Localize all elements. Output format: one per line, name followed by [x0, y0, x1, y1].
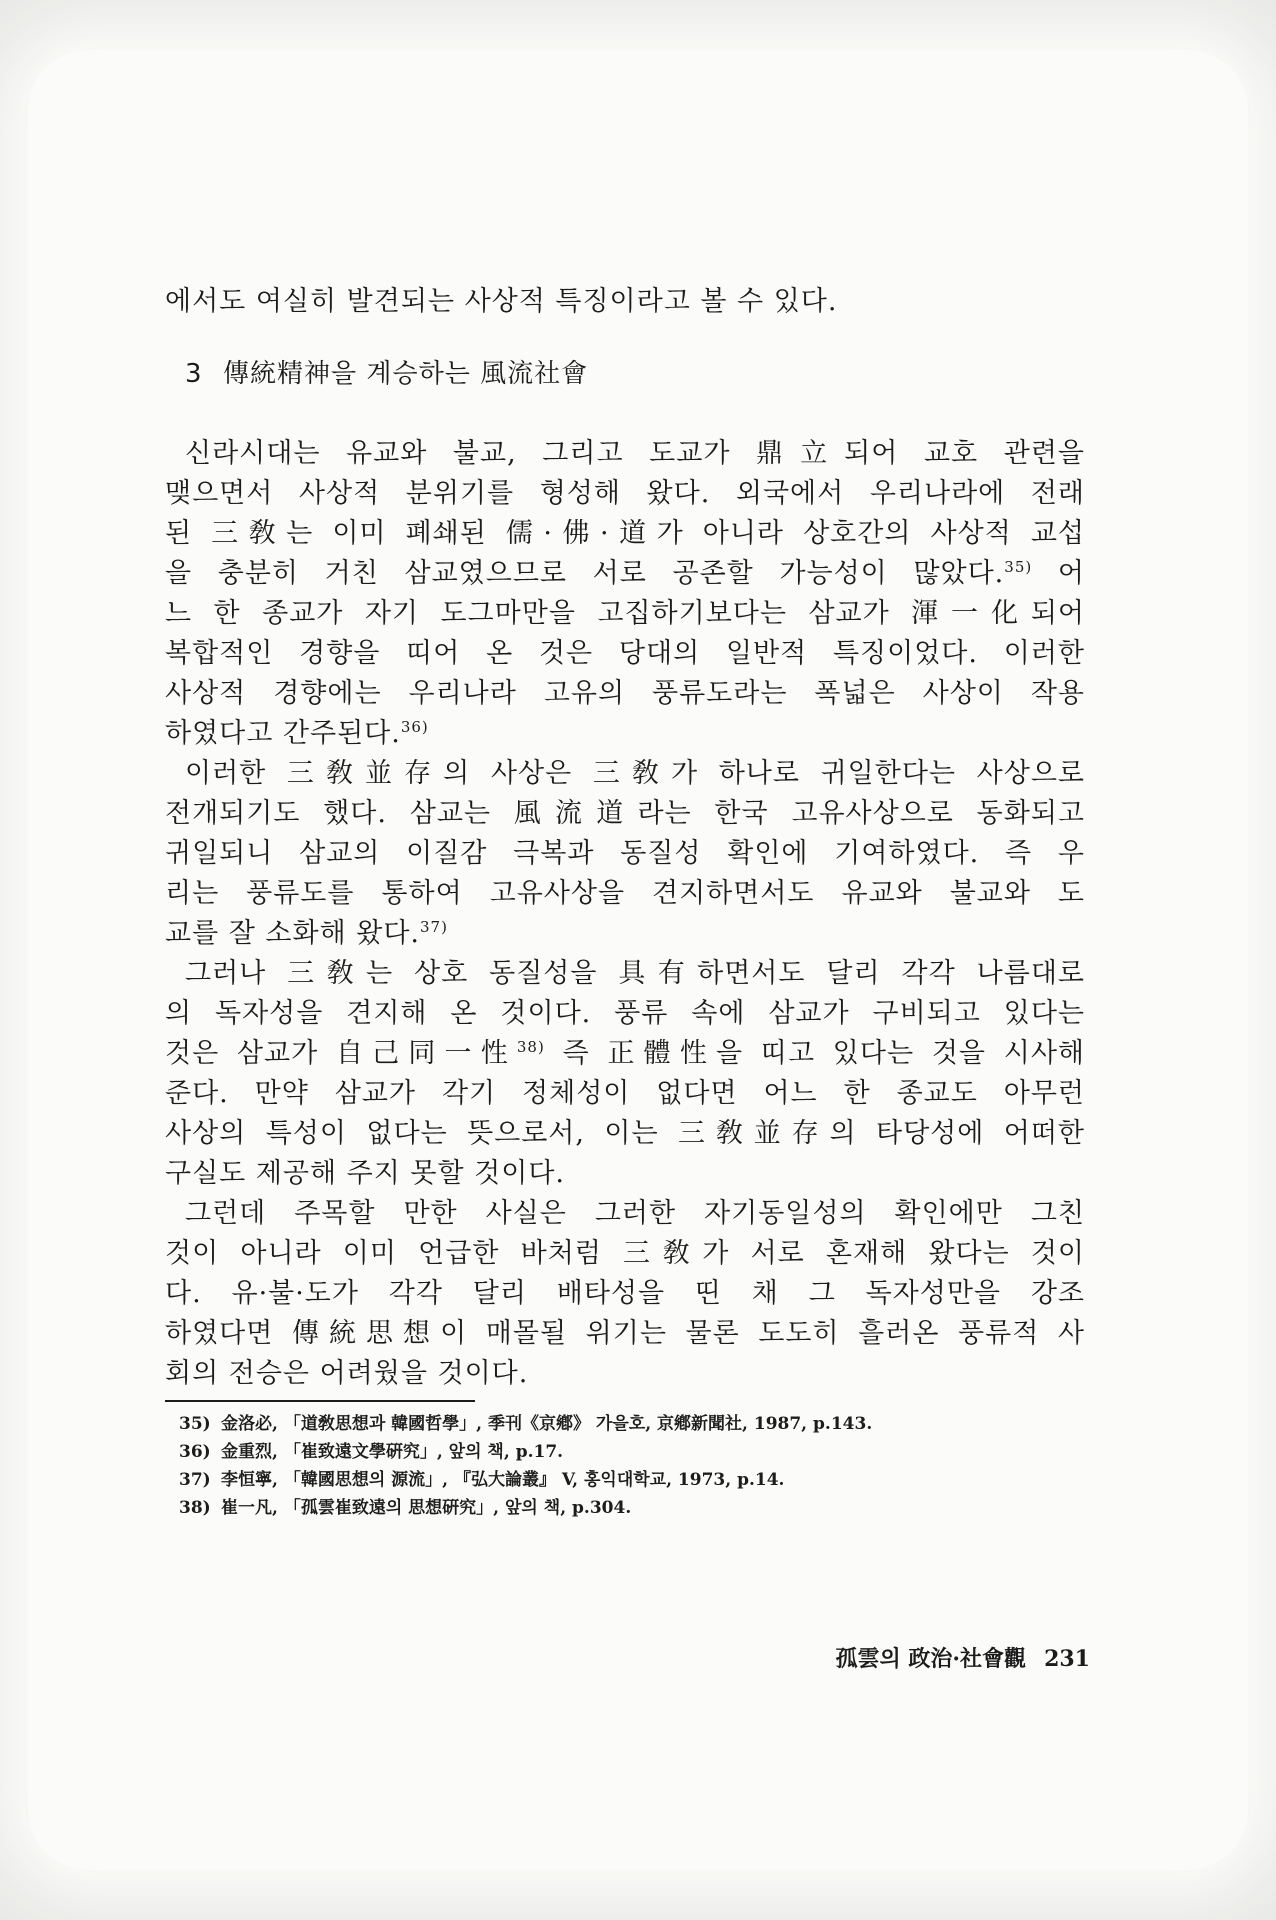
text-line: 하였다면 傳統思想이 매몰될 위기는 물론 도도히 흘러온 풍류적 사	[165, 1318, 1085, 1349]
footnote-text: 崔一凡, 「孤雲崔致遠의 思想硏究」, 앞의 책, p.304.	[221, 1498, 632, 1518]
footnote-ref: 38)	[516, 1038, 545, 1056]
footnote-text: 李恒寧, 「韓國思想의 源流」, 『弘大論叢』 V, 홍익대학교, 1973, p.14.	[221, 1470, 785, 1490]
footnote-ref: 37)	[420, 918, 448, 936]
footnote-number: 38)	[179, 1498, 211, 1518]
text-line	[165, 914, 1085, 954]
text-line: 다. 유·불·도가 각각 달리 배타성을 띤 채 그 독자성만을 강조	[165, 1278, 1085, 1309]
footnote-text: 金重烈, 「崔致遠文學硏究」, 앞의 책, p.17.	[221, 1442, 564, 1462]
footnotes	[165, 1410, 1085, 1522]
text-line: 된 三敎는 이미 폐쇄된 儒·佛·道가 아니라 상호간의 사상적 교섭	[165, 518, 1085, 549]
footnote-number: 37)	[179, 1470, 211, 1490]
text-segment: 것은 삼교가 自己同一性	[165, 1038, 517, 1069]
section-heading	[185, 354, 1085, 394]
text-line: 사상의 특성이 없다는 뜻으로서, 이는 三敎並存의 타당성에 어떠한	[165, 1118, 1085, 1149]
page-body	[165, 282, 1085, 1522]
text-line: 귀일되니 삼교의 이질감 극복과 동질성 확인에 기여하였다. 즉 우	[165, 838, 1085, 869]
text-segment: 즉 正體性을 띠고 있다는 것을 시사해	[544, 1038, 1085, 1069]
text-line: 준다. 만약 삼교가 각기 정체성이 없다면 어느 한 종교도 아무런	[165, 1078, 1085, 1109]
continued-line: 에서도 여실히 발견되는 사상적 특징이라고 볼 수 있다.	[165, 286, 838, 317]
footnote-text: 金洛必, 「道敎思想과 韓國哲學」, 季刊《京鄕》 가을호, 京鄕新聞社, 1987, p.143.	[221, 1414, 873, 1434]
footnote	[165, 1410, 1085, 1438]
text-line	[165, 1034, 1085, 1074]
paragraph-1	[165, 434, 1085, 754]
text-line: 것이 아니라 이미 언급한 바처럼 三敎가 서로 혼재해 왔다는 것이	[165, 1238, 1085, 1269]
text-line: 그러나 三敎는 상호 동질성을 具有하면서도 달리 각각 나름대로	[185, 958, 1085, 989]
text-line: 신라시대는 유교와 불교, 그리고 도교가 鼎立되어 교호 관련을	[185, 438, 1085, 469]
page-footer	[750, 1642, 1090, 1673]
running-title: 孤雲의 政治·社會觀	[835, 1646, 1027, 1672]
text-line: 리는 풍류도를 통하여 고유사상을 견지하면서도 유교와 불교와 도	[165, 878, 1085, 909]
paragraph-2	[165, 754, 1085, 954]
text-line	[165, 554, 1085, 594]
text-segment: 교를 잘 소화해 왔다.	[165, 918, 420, 949]
text-line: 전개되기도 했다. 삼교는 風流道라는 한국 고유사상으로 동화되고	[165, 798, 1085, 829]
footnote-number: 35)	[179, 1414, 211, 1434]
text-line: 그런데 주목할 만한 사실은 그러한 자기동일성의 확인에만 그친	[185, 1198, 1085, 1229]
text-line: 느 한 종교가 자기 도그마만을 고집하기보다는 삼교가 渾一化되어	[165, 598, 1085, 629]
text-line: 이러한 三敎並存의 사상은 三敎가 하나로 귀일한다는 사상으로	[185, 758, 1085, 789]
text-line	[165, 714, 1085, 754]
text-segment: 어	[1032, 558, 1085, 589]
footnote-divider	[165, 1400, 475, 1402]
paragraph-4	[165, 1194, 1085, 1394]
footnote	[165, 1438, 1085, 1466]
footnote	[165, 1466, 1085, 1494]
text-segment: 을 충분히 거친 삼교였으므로 서로 공존할 가능성이 많았다.	[165, 558, 1005, 589]
page-number: 231	[1044, 1646, 1090, 1672]
footnote-number: 36)	[179, 1442, 211, 1462]
paragraph-3	[165, 954, 1085, 1194]
text-segment: 하였다고 간주된다.	[165, 718, 401, 749]
section-number: 3	[185, 359, 203, 389]
text-line: 회의 전승은 어려웠을 것이다.	[165, 1358, 529, 1389]
text-line: 의 독자성을 견지해 온 것이다. 풍류 속에 삼교가 구비되고 있다는	[165, 998, 1085, 1029]
section-title: 傳統精神을 계승하는 風流社會	[223, 359, 589, 389]
footnote-ref: 35)	[1004, 558, 1033, 576]
text-line: 맺으면서 사상적 분위기를 형성해 왔다. 외국에서 우리나라에 전래	[165, 478, 1085, 509]
text-line: 사상적 경향에는 우리나라 고유의 풍류도라는 폭넓은 사상이 작용	[165, 678, 1085, 709]
footnote-ref: 36)	[400, 718, 429, 736]
footnote	[165, 1494, 1085, 1522]
text-line: 구실도 제공해 주지 못할 것이다.	[165, 1158, 565, 1189]
text-line: 복합적인 경향을 띠어 온 것은 당대의 일반적 특징이었다. 이러한	[165, 638, 1085, 669]
